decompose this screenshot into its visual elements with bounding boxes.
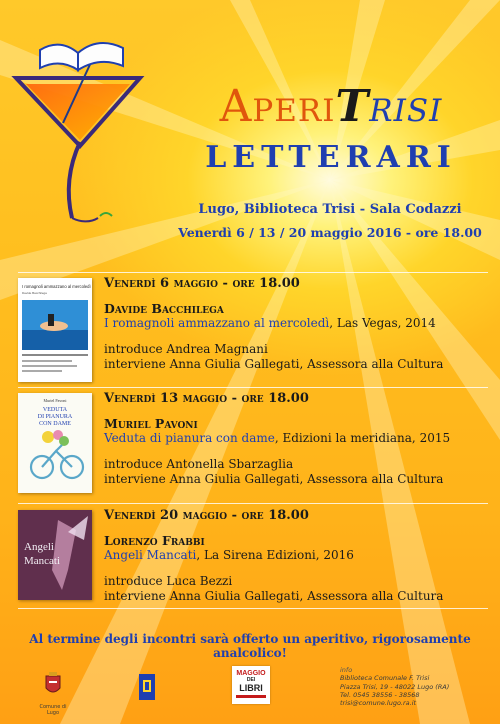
event-book-line <box>104 548 494 563</box>
info-line: Biblioteca Comunale F. Trisi <box>340 674 430 683</box>
maggio-logo-line: LIBRI <box>239 683 263 693</box>
event-date: Venerdì 6 maggio - ore 18.00 <box>104 276 300 291</box>
cocktail-glass-book-logo <box>8 18 158 228</box>
event-date: Venerdì 20 maggio - ore 18.00 <box>104 508 309 523</box>
event-book-line <box>104 431 494 446</box>
event-guest: interviene Anna Giulia Gallegati, Assessora alla Cultura <box>104 357 444 371</box>
divider <box>18 272 488 273</box>
subtitle: LETTERARI <box>205 140 457 175</box>
event-author: Muriel Pavoni <box>104 416 198 431</box>
tower-icon <box>135 672 159 702</box>
info-block <box>340 666 490 707</box>
event-intro: introduce Antonella Sbarzaglia <box>104 457 294 471</box>
title-prefix: Aperi <box>219 81 336 132</box>
event-publisher: , La Sirena Edizioni, 2016 <box>196 548 354 562</box>
event-date: Venerdì 13 maggio - ore 18.00 <box>104 391 309 406</box>
title-t-letter: T <box>335 81 370 132</box>
cover-author-text: Davide Bacchilega <box>22 291 47 295</box>
coat-of-arms-icon <box>38 670 68 700</box>
event-guest: interviene Anna Giulia Gallegati, Assessora alla Cultura <box>104 472 444 486</box>
cover-title-text: CON DAME <box>39 421 71 427</box>
closing-note: Al termine degli incontri sarà offerto un aperitivo, rigorosamente analcolico! <box>29 632 471 660</box>
comune-caption: Comune di Lugo <box>39 704 67 716</box>
maggio-dei-libri-logo <box>232 666 270 704</box>
book-cover-image <box>18 510 92 600</box>
location: Lugo, Biblioteca Trisi - Sala Codazzi <box>198 202 462 217</box>
info-label: info <box>340 666 353 674</box>
event-book-line <box>104 316 494 331</box>
divider <box>18 608 488 609</box>
maggio-logo-line: DEI <box>246 677 256 683</box>
main-title <box>176 82 486 132</box>
divider <box>18 387 488 388</box>
info-email[interactable]: trisi@comune.lugo.ra.it <box>340 699 417 708</box>
biblioteca-trisi-logo <box>135 672 159 706</box>
event-book-title: I romagnoli ammazzano al mercoledì <box>104 316 330 330</box>
cover-title-text: I romagnoli ammazzano al mercoledì <box>22 284 91 289</box>
maggio-logo-line: MAGGIO <box>236 670 266 677</box>
event-book-title: Veduta di pianura con dame <box>104 431 275 445</box>
cover-author-text: Muriel Pavoni <box>43 398 67 403</box>
divider <box>18 503 488 504</box>
event-dates: Venerdì 6 / 13 / 20 maggio 2016 - ore 18.00 <box>178 225 482 240</box>
event-details <box>104 391 494 487</box>
cover-title-text: Angeli <box>24 541 54 553</box>
cover-title-text: VEDUTA <box>42 407 68 413</box>
event-intro: introduce Andrea Magnani <box>104 342 268 356</box>
info-line: Tel. 0545 38556 - 38568 <box>340 690 420 699</box>
event-author: Lorenzo Frabbi <box>104 533 205 548</box>
title-suffix: risi <box>369 81 443 132</box>
event-book-title: Angeli Mancati <box>104 548 197 562</box>
book-cover-image <box>18 393 92 493</box>
cover-title-text: DI PIANURA <box>37 414 73 420</box>
event-publisher: , Las Vegas, 2014 <box>329 316 436 330</box>
comune-di-lugo-logo <box>38 670 68 716</box>
maggio-logo-bar <box>236 695 266 698</box>
event-details <box>104 276 494 372</box>
cover-title-text: Mancati <box>24 555 61 567</box>
info-line: Piazza Trisi, 19 - 48022 Lugo (RA) <box>340 682 450 691</box>
event-details <box>104 508 494 604</box>
event-intro: introduce Luca Bezzi <box>104 574 233 588</box>
event-publisher: , Edizioni la meridiana, 2015 <box>274 431 451 445</box>
event-guest: interviene Anna Giulia Gallegati, Assessora alla Cultura <box>104 589 444 603</box>
event-author: Davide Bacchilega <box>104 301 224 316</box>
book-cover-image <box>18 278 92 382</box>
